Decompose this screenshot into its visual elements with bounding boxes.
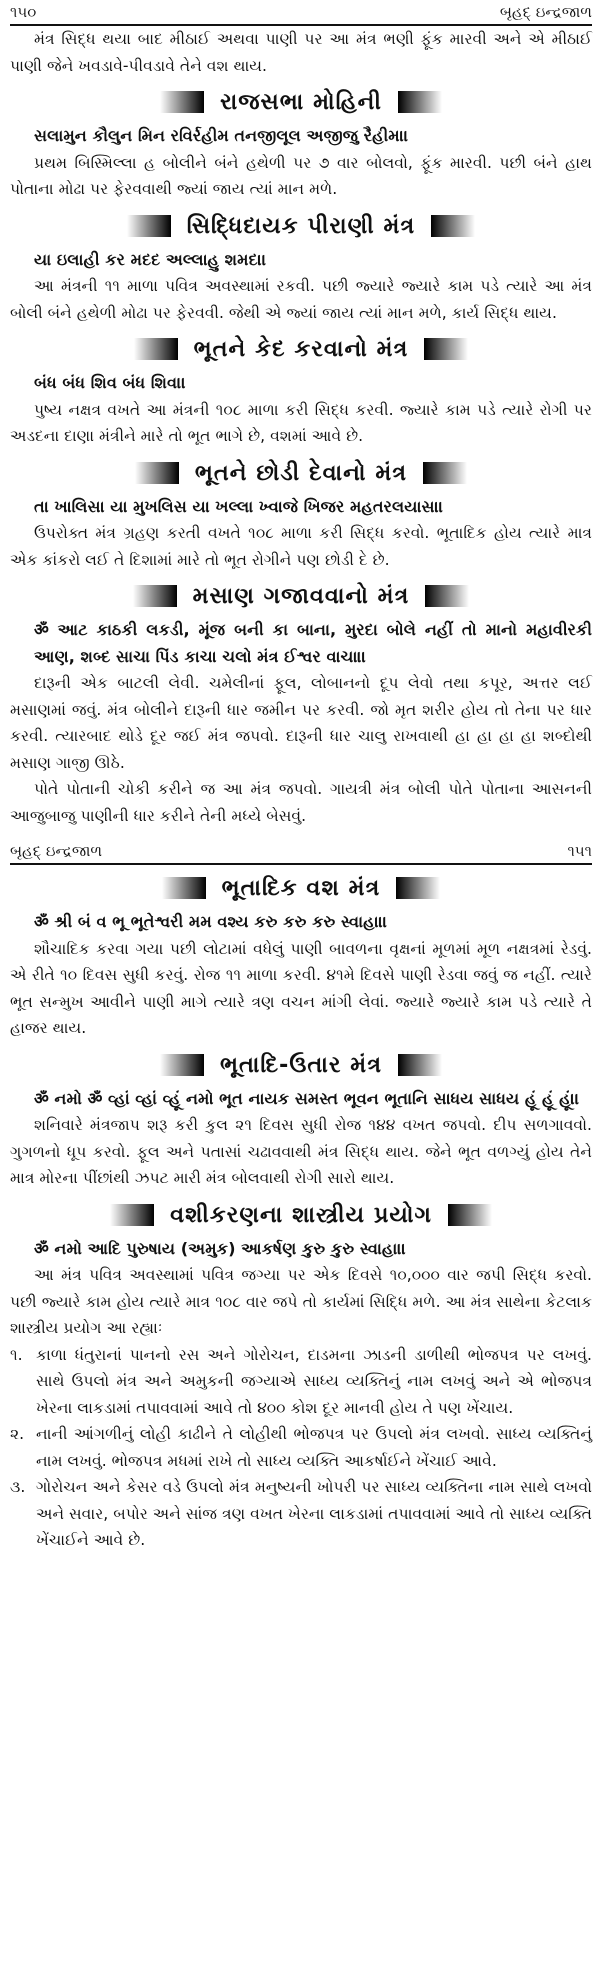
body-paragraph: આ મંત્રની ૧૧ માળા પવિત્ર અવસ્થામાં રકવી. પછી જ્યારે જ્યારે કામ પડે ત્યારે આ મંત્ર બોલી બંને હથેળી મોઢા પર ફેરવવી. જેથી એ જ્યાં જાય ત્યાં માન મળે, કાર્ય સિદ્ધ થાય. — [10, 277, 592, 322]
running-header — [10, 0, 592, 26]
mantra-text: ॐ શ્રી બં વ ભૂ ભૂતેશ્વરી મમ વશ્ય કરુ કરુ કરુ સ્વાહા।। — [34, 912, 388, 931]
list-item-text: નાની આંગળીનું લોહી કાઢીને તે લોહીથી ભોજપત્ર પર ઉપલો મંત્ર લખવો. સાધ્ય વ્યક્તિનું નામ લખવું. ભોજપત્ર મધમાં રાખે તો સાધ્ય વ્યક્તિ આકર્ષાઈને ખેંચાઈ આવે. — [36, 1425, 592, 1470]
mantra-text: સલામુન કૌલુન મિન રવિર્રહીમ તનજીલૂલ અજીજુ રૈહીમ।। — [34, 126, 409, 145]
list-item-number: ૧. — [10, 1345, 23, 1364]
body-paragraph: આ મંત્ર પવિત્ર અવસ્થામાં પવિત્ર જગ્યા પર એક દિવસે ૧૦,૦૦૦ વાર જપી સિદ્ધ કરવો. પછી જ્યારે કામ હોય ત્યારે માત્ર ૧૦૮ વાર જપે તો કાર્યમાં સિદ્ધિ મળે. આ મંત્ર સાથેના કેટલાક શાસ્ત્રીય પ્રયોગ આ રહ્યાઃ — [10, 1266, 592, 1337]
section-title: વશીકરણના શાસ્ત્રીય પ્રયોગ — [170, 1201, 432, 1228]
mantra-text: ॐ નમો આદિ પુરુષાય (અમુક) આકર્ષણ કુરુ કુરુ સ્વાહા।। — [34, 1238, 407, 1258]
list-item-text: કાળા ધંતુરાનાં પાનનો રસ અને ગોરોચન, દાડમના ઝાડની ડાળીથી ભોજપત્ર પર લખવું. સાથે ઉપલો મંત્ર અને અમુકની જગ્યાએ સાધ્ય વ્યક્તિનું નામ લખવું અને એ ભોજપત્ર ખેરના લાકડામાં તપાવવામાં આવે તો ૪૦૦ કોશ દૂર માનવી હોય તે પણ ખેંચાય. — [36, 1345, 592, 1417]
intro-paragraph: મંત્ર સિદ્ધ થયા બાદ મીઠાઈ અથવા પાણી પર આ મંત્ર ભણી ફૂંક મારવી અને એ મીઠાઈ પાણી જેને ખવડાવે-પીવડાવે તેને વશ થાય. — [10, 30, 592, 75]
numbered-list — [10, 1342, 592, 1554]
body-paragraph: શનિવારે મંત્રજાપ શરૂ કરી કુલ ૨૧ દિવસ સુધી રોજ ૧૪૪ વખત જપવો. દીપ સળગાવવો. ગુગળનો ધૂપ કરવો. ફૂલ અને પતાસાં ચઢાવવાથી મંત્ર સિદ્ધ થાય. જેને ભૂત વળગ્યું હોય તેને માત્ર મોરના પીંછાંથી ઝપટ મારી મંત્ર બોલવાથી રોગી સારો થાય. — [10, 1116, 592, 1187]
mantra-text: બંધ બંધ શિવ બંધ શિવ।। — [34, 373, 186, 392]
section-title: ભૂતને કેદ કરવાનો મંત્ર — [193, 336, 409, 362]
list-item-number: ૩. — [10, 1478, 26, 1496]
book-title: બૃહદ્ ઇન્દ્રજાળ — [10, 842, 103, 860]
section-heading — [10, 208, 592, 244]
section-heading — [10, 578, 592, 614]
list-item — [10, 1342, 592, 1422]
section-heading — [10, 870, 592, 906]
section-title: ભૂતાદિક વશ મંત્ર — [221, 875, 381, 901]
section-title: સિદ્ધિદાયક પીરાણી મંત્ર — [186, 212, 416, 239]
list-item-text: ગોરોચન અને કેસર વડે ઉપલો મંત્ર મનુષ્યની ખોપરી પર સાધ્ય વ્યક્તિના નામ સાથે લખવો અને સવાર, બપોર અને સાંજ ત્રણ વખત ખેરના લાકડામાં તપાવવામાં આવે તો સાધ્ય વ્યક્તિ ખેંચાઈને આવે છે. — [36, 1478, 592, 1549]
section-title: રાજસભા મોહિની — [220, 89, 382, 115]
mantra-text: તા ખાલિસા યા મુખલિસ યા ખલ્લા ખ્વાજે ખિજર મહતરલયાસ।। — [34, 496, 444, 516]
body-paragraph: ઉપરોક્ત મંત્ર ગ્રહણ કરતી વખતે ૧૦૮ માળા કરી સિદ્ધ કરવો. ભૂતાદિક હોય ત્યારે માત્ર એક કાંકરો લઈ તે દિશામાં મારે તો ભૂત રોગીને પણ છોડી દે છે. — [10, 524, 592, 569]
body-paragraph: પુષ્ય નક્ષત્ર વખતે આ મંત્રની ૧૦૮ માળા કરી સિદ્ધ કરવી. જ્યારે કામ પડે ત્યારે રોગી પર અડદના દાણા મંત્રીને મારે તો ભૂત ભાગે છે, વશમાં આવે છે. — [10, 400, 592, 445]
list-item-number: ૨. — [10, 1425, 25, 1443]
section-heading — [10, 1197, 592, 1233]
mantra-text: યા ઇલાહી કર મદદ અલ્લાહુ શમદ।। — [34, 249, 267, 269]
page-number: ૧૫૧ — [567, 842, 592, 860]
section-title: ભૂતને છોડી દેવાનો મંત્ર — [194, 459, 408, 486]
section-heading — [10, 455, 592, 491]
mantra-text: ॐ આટ કાઠકી લકડી, મૂંજ બની કા બાના, મુરદા બોલે નહીં તો માનો મહાવીરકી આણ, શબ્દ સાચા પિંડ કાચા ચલો મંત્ર ઈશ્વર વાચા।। — [34, 620, 592, 666]
running-header — [10, 839, 592, 865]
body-paragraph: શૌચાદિક કરવા ગયા પછી લોટામાં વધેલું પાણી બાવળના વૃક્ષનાં મૂળમાં મૂળ નક્ષત્રમાં રેડવું. એ રીતે ૧૦ દિવસ સુધી કરવું. રોજ ૧૧ માળા કરવી. ૪૧મે દિવસે પાણી રેડવા જવું જ નહીં. ત્યારે ભૂત સન્મુખ આવીને પાણી માગે ત્યારે ત્રણ વચન માંગી લેવાં. જ્યારે જ્યારે કામ પડે ત્યારે તે હાજર થાય. — [10, 939, 592, 1037]
body-paragraph: દારૂની એક બાટલી લેવી. ચમેલીનાં ફૂલ, લોબાનનો દૂપ લેવો તથા કપૂર, અત્તર લઈ મસાણમાં જવું. મંત્ર બોલીને દારૂની ધાર જમીન પર કરવી. જો મૃત શરીર હોય તો તેના પર ધાર કરવી. ત્યારબાદ થોડે દૂર જઈ મંત્ર જપવો. દારૂની ધાર ચાલુ રાખવાથી હા હા હા હા શબ્દોથી મસાણ ગાજી ઊઠે. — [10, 674, 592, 772]
section-title: મસાણ ગજાવવાનો મંત્ર — [192, 583, 410, 609]
mantra-text: ॐ નમો ॐ વ્હાં વ્હાં વ્હૂં નમો ભૂત નાયક સમસ્ત ભૂવન ભૂતાનિ સાધય સાધય હૂં હૂં હૂં।। — [34, 1088, 580, 1108]
page-number: ૧૫૦ — [10, 3, 37, 21]
section-heading — [10, 1047, 592, 1083]
section-heading — [10, 331, 592, 367]
list-item — [10, 1474, 592, 1554]
body-paragraph: પ્રથમ બિસ્મિલ્લા હ બોલીને બંને હથેળી પર ૭ વાર બોલવો, ફૂંક મારવી. પછી બંને હાથ પોતાના મોઢા પર ફેરવવાથી જ્યાં જાય ત્યાં માન મળે. — [10, 153, 592, 198]
section-heading — [10, 84, 592, 120]
list-item — [10, 1421, 592, 1474]
section-title: ભૂતાદિ-ઉતાર મંત્ર — [219, 1051, 383, 1078]
book-title: બૃહદ્ ઇન્દ્રજાળ — [499, 3, 592, 21]
body-paragraph: પોતે પોતાની ચોકી કરીને જ આ મંત્ર જપવો. ગાયત્રી મંત્ર બોલી પોતે પોતાના આસનની આજુબાજુ પાણીની ધાર કરીને તેની મધ્યે બેસવું. — [10, 780, 592, 825]
